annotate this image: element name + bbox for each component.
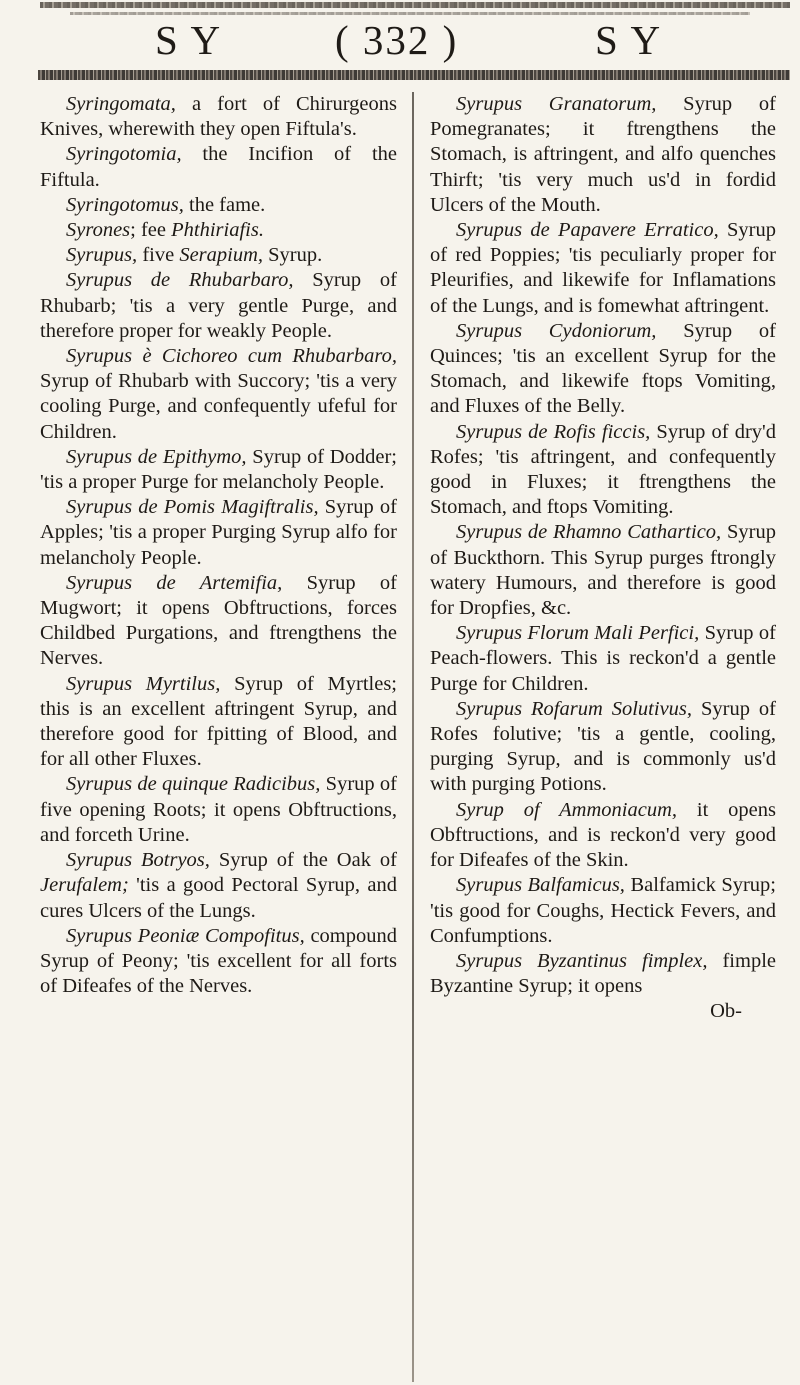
entry-definition: ; fee <box>130 219 172 242</box>
entry-headword: Syrupus de Epithymo, <box>66 445 247 468</box>
entry-headword: Syringotomus, <box>66 193 184 216</box>
entry-headword: Syrupus Peoniæ Compofitus, <box>66 924 305 947</box>
entry-definition: the Incifion of the Fiftula. <box>40 143 397 191</box>
entry-headword: Syrupus de quinque Radicibus, <box>66 773 321 796</box>
entry-definition: Syrup of five opening Roots; it opens Obftructions, and forceth Urine. <box>40 773 397 846</box>
entry-definition: fimple Byzantine Syrup; it opens <box>430 949 776 998</box>
catchword: Ob- <box>710 1000 742 1023</box>
dictionary-entry <box>40 495 397 571</box>
header-right-letters: S Y <box>595 17 663 63</box>
entry-headword: Syrupus Myrtilus, <box>66 672 221 695</box>
dictionary-entry <box>430 697 776 798</box>
entry-headword: Syrupus de Rhubarbaro, <box>66 269 294 292</box>
dictionary-entry <box>40 243 397 268</box>
dictionary-entry <box>40 772 397 848</box>
dictionary-entry <box>430 319 776 420</box>
entry-definition: Syrup of Myrtles; this is an excellent aftringent Syrup, and therefore good for fpitting of Blood, and for all other Fluxes. <box>40 672 397 771</box>
left-column <box>40 92 397 999</box>
dictionary-entry <box>430 520 776 621</box>
entry-headword: Syrupus Rofarum Solutivus, <box>456 697 693 720</box>
entry-definition: Syrup of red Poppies; 'tis peculiarly proper for Pleurifies, and likewife for Inflamations of the Lungs, and is fomewhat aftringent. <box>430 219 776 317</box>
entry-definition: Syrup of the Oak of <box>209 849 397 872</box>
entry-headword: Syringotomia, <box>66 143 182 166</box>
running-header <box>0 16 800 76</box>
entry-definition: Syrup of Rofes folutive; 'tis a gentle, cooling, purging Syrup, and is commonly us'd with purging Potions. <box>430 697 776 796</box>
dictionary-entry <box>40 672 397 773</box>
entry-headword: Phthiriafis. <box>171 219 264 242</box>
dictionary-entry <box>40 848 397 924</box>
entry-definition: Syrup of Buckthorn. This Syrup purges ftrongly watery Humours, and therefore is good for Dropfies, &c. <box>430 521 776 620</box>
dictionary-entry <box>40 924 397 1000</box>
right-column <box>430 92 776 1025</box>
entry-definition: Syrup of Rhubarb with Succory; 'tis a very cooling Purge, and confequently ufeful for Children. <box>40 370 397 443</box>
entry-headword: Syrupus Byzantinus fimplex, <box>456 949 708 972</box>
entry-headword: Syrupus Cydoniorum, <box>456 319 657 342</box>
entry-definition: Syrup of Apples; 'tis a proper Purging Syrup alfo for melancholy People. <box>40 496 397 569</box>
entry-definition: Syrup of Mugwort; it opens Obftructions, forces Childbed Purgations, and ftrengthens the Nerves. <box>40 571 397 670</box>
dictionary-entry <box>430 92 776 218</box>
entry-definition: compound Syrup of Peony; 'tis excellent for all forts of Difeafes of the Nerves. <box>40 924 397 998</box>
dictionary-entry <box>40 445 397 495</box>
entry-headword: Syrupus Florum Mali Perfici, <box>456 622 700 645</box>
entry-definition: Syrup. <box>263 244 323 267</box>
entry-definition: Syrup of Dodder; 'tis a proper Purge for melancholy People. <box>40 445 397 494</box>
entry-headword: Syrones <box>66 219 131 242</box>
entry-definition: a fort of Chirurgeons Knives, wherewith they open Fiftula's. <box>40 93 397 141</box>
entry-headword: Syrupus Balfamicus, <box>456 874 625 897</box>
entry-definition: Syrup of Rhubarb; 'tis a very gentle Purge, and therefore proper for weakly People. <box>40 269 397 342</box>
dictionary-entry <box>430 798 776 874</box>
entry-headword: Syrupus de Rofis ficcis, <box>456 420 651 443</box>
entry-headword: Syrupus è Cichoreo cum Rhubarbaro, <box>66 345 397 368</box>
entry-headword: Syrupus de Papavere Erratico, <box>456 219 719 242</box>
page-number: ( 332 ) <box>335 17 459 63</box>
entry-headword: Syrupus Granatorum, <box>456 93 657 115</box>
entry-headword: Syrupus Botryos, <box>66 849 210 872</box>
dictionary-entry <box>40 268 397 344</box>
top-border-rule <box>40 2 790 8</box>
dictionary-entry <box>430 218 776 319</box>
entry-headword: Syringomata, <box>66 93 176 115</box>
entry-headword: Jerufalem; <box>40 874 129 897</box>
header-rule <box>38 70 790 80</box>
entry-definition: Syrup of dry'd Rofes; 'tis aftringent, and confequently good in Fluxes; it ftrengthens the Stomach, and ftops Vomiting. <box>430 420 777 519</box>
entry-definition: it opens Obftructions, and is reckon'd very good for Difeafes of the Skin. <box>430 798 776 872</box>
entry-definition: five <box>137 244 180 267</box>
entry-definition: Syrup of Pomegranates; it ftrengthens the Stomach, is aftringent, and alfo quenches Thirft; 'tis very much us'd in fordid Ulcers of the Mouth. <box>430 93 776 216</box>
dictionary-entry <box>430 420 776 521</box>
dictionary-entry <box>430 621 776 697</box>
dictionary-entry <box>40 142 397 192</box>
dictionary-entry <box>40 218 397 243</box>
entry-headword: Syrupus de Artemifia, <box>66 571 283 594</box>
entry-definition: Syrup of Quinces; 'tis an excellent Syrup for the Stomach, and likewife ftops Vomiting, and Fluxes of the Belly. <box>430 319 776 418</box>
dictionary-entry <box>40 92 397 142</box>
header-left-letters: S Y <box>155 17 223 63</box>
dictionary-entry <box>40 344 397 445</box>
entry-definition: the fame. <box>183 193 266 216</box>
dictionary-entry <box>430 949 776 999</box>
dictionary-entry <box>40 193 397 218</box>
entry-headword: Syrupus de Rhamno Cathartico, <box>456 521 722 544</box>
entry-definition: Syrup of Peach-flowers. This is reckon'd a gentle Purge for Children. <box>430 622 776 695</box>
entry-headword: Syrupus, <box>66 244 138 267</box>
entry-definition: Balfamick Syrup; 'tis good for Coughs, Hectick Fevers, and Confumptions. <box>430 874 777 947</box>
dictionary-entry <box>40 571 397 672</box>
column-divider <box>412 92 414 1382</box>
dictionary-entry <box>430 873 776 949</box>
entry-headword: Syrup of Ammoniacum, <box>456 798 678 821</box>
entry-headword: Syrupus de Pomis Magiftralis, <box>66 496 319 519</box>
entry-headword: Serapium, <box>179 244 264 267</box>
top-border-rule-thin <box>70 12 750 15</box>
entry-definition: 'tis a good Pectoral Syrup, and cures Ulcers of the Lungs. <box>40 874 397 922</box>
